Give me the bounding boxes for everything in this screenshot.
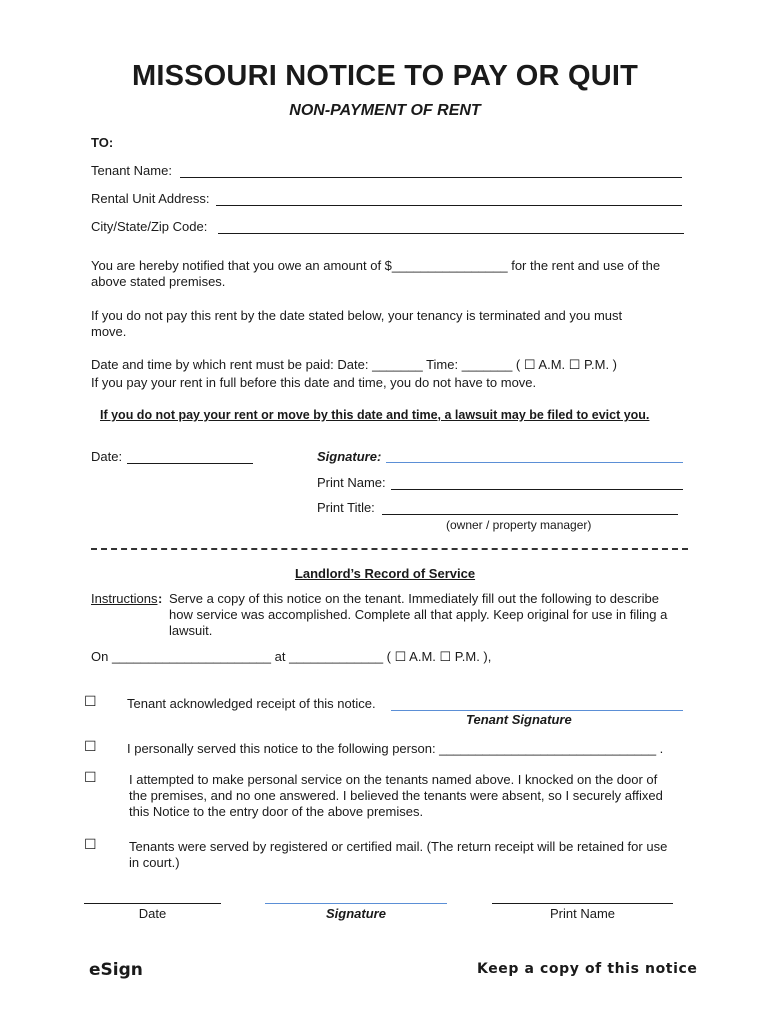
record-heading: Landlord’s Record of Service xyxy=(294,566,476,581)
amount-owed-paragraph: You are hereby notified that you owe an amount of $________________ for the rent and use of the above stated premises. xyxy=(91,258,661,289)
footer-signature-label: Signature xyxy=(326,906,386,921)
termination-paragraph: If you do not pay this rent by the date stated below, your tenancy is terminated and you must move. xyxy=(91,308,623,339)
date-field[interactable] xyxy=(127,447,253,464)
payment-deadline-line: Date and time by which rent must be paid: Date: _______ Time: _______ ( ☐ A.M. ☐ P.M. ) xyxy=(91,357,618,372)
print-name-field[interactable] xyxy=(391,473,683,490)
print-title-label: Print Title: xyxy=(317,500,375,515)
tenant-signature-field[interactable] xyxy=(391,694,683,711)
cut-line-divider xyxy=(91,548,688,550)
signature-field[interactable] xyxy=(386,447,683,463)
rental-address-label: Rental Unit Address: xyxy=(91,191,210,206)
city-state-zip-label: City/State/Zip Code: xyxy=(91,219,208,234)
tenant-name-field[interactable] xyxy=(180,161,682,178)
checkbox-personally-served[interactable]: ☐ xyxy=(84,739,97,755)
keep-copy-note: Keep a copy of this notice xyxy=(477,961,698,977)
tenant-name-label: Tenant Name: xyxy=(91,163,172,178)
to-label: TO: xyxy=(91,135,114,150)
footer-date-field[interactable] xyxy=(84,887,221,904)
instructions-label: Instructions xyxy=(91,591,158,606)
city-state-zip-field[interactable] xyxy=(218,217,684,234)
footer-date-label: Date xyxy=(138,906,167,921)
document-title: MISSOURI NOTICE TO PAY OR QUIT xyxy=(131,60,639,92)
print-title-field[interactable] xyxy=(382,498,678,515)
eviction-warning: If you do not pay your rent or move by this date and time, a lawsuit may be filed to evict you. xyxy=(100,408,650,422)
signature-label: Signature: xyxy=(317,449,382,464)
amount-field[interactable]: ________________ xyxy=(391,258,508,273)
pay-in-full-line: If you pay your rent in full before this date and time, you do not have to move. xyxy=(91,375,537,390)
option-mail-service-text: Tenants were served by registered or certified mail. (The return receipt will be retained for use in court.) xyxy=(129,839,668,870)
document-subtitle: NON-PAYMENT OF RENT xyxy=(289,102,481,119)
service-date-line: On ______________________ at _____________ ( ☐ A.M. ☐ P.M. ), xyxy=(91,649,492,664)
option-attempted-service-text: I attempted to make personal service on the tenants named above. I knocked on the door of the premises, and no one answered. I believed the tenants were absent, so I securely affixed this Notice to the entry door of the above premises. xyxy=(129,772,663,819)
option-personally-served-text: I personally served this notice to the following person: ______________________________ . xyxy=(127,741,664,756)
date-label: Date: xyxy=(91,449,123,464)
checkbox-acknowledged[interactable]: ☐ xyxy=(84,694,97,710)
footer-print-name-label: Print Name xyxy=(549,906,616,921)
footer-print-name-field[interactable] xyxy=(492,887,673,904)
rental-address-field[interactable] xyxy=(216,189,682,206)
instructions-colon: : xyxy=(158,591,163,606)
instructions-text: Serve a copy of this notice on the tenant. Immediately fill out the following to describe how service was accomplished. Complete all that apply. Keep original for use in filing a lawsuit. xyxy=(169,591,668,638)
checkbox-attempted-service[interactable]: ☐ xyxy=(84,770,97,786)
checkbox-mail-service[interactable]: ☐ xyxy=(84,837,97,853)
print-title-note: (owner / property manager) xyxy=(446,518,592,532)
option-acknowledged-text: Tenant acknowledged receipt of this notice. xyxy=(127,696,376,711)
esign-logo: eSign xyxy=(89,960,143,980)
tenant-signature-label: Tenant Signature xyxy=(466,712,572,727)
print-name-label: Print Name: xyxy=(317,475,386,490)
footer-signature-field[interactable] xyxy=(265,887,447,904)
